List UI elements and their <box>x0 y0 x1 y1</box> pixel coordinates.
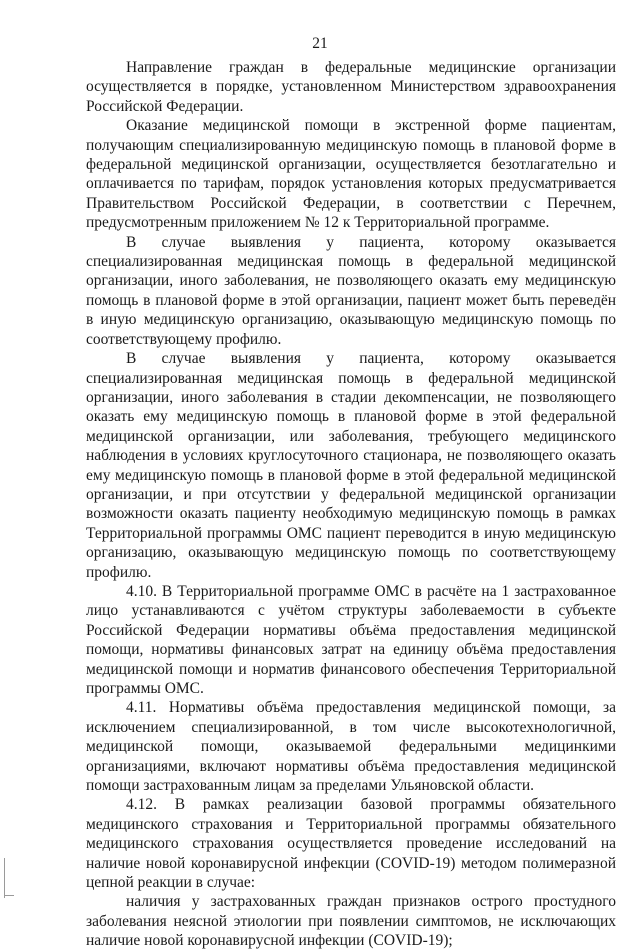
paragraph-section-4-11: 4.11. Нормативы объёма предоставления медицинской помощи, за исключением специализированной, в том числе высокотехнологичной, медицинской помощи, оказываемой федеральными медицинкими организациями, включают нормативы объёма предоставления медицинской помощи застрахованным лицам за пределами Ульяновской области. <box>86 699 616 795</box>
paragraph-federal-referral: Направление граждан в федеральные медицинские организации осуществляется в порядке, установленном Министерством здравоохранения Российской Федерации. <box>86 59 616 115</box>
paragraph-section-4-10: 4.10. В Территориальной программе ОМС в расчёте на 1 застрахованное лицо устанавливаются с учётом структуры заболеваемости в субъекте Российской Федерации нормативы объёма предоставления медицинской помощи, нормативы финансовых затрат на единицу объёма предоставления медицинской помощи и норматив финансового обеспечения Территориальной программы ОМС. <box>86 582 616 697</box>
paragraph-section-4-12: 4.12. В рамках реализации базовой программы обязательного медицинского страхования и Территориальной программы обязательного медицинского страхования осуществляется проведение исследований на наличие новой коронавирусной инфекции (COVID-19) методом полимеразной цепной реакции в случае: <box>86 796 616 892</box>
paragraph-covid-symptoms: наличия у застрахованных граждан признаков острого простудного заболевания неясной этиологии при появлении симптомов, не исключающих наличие новой коронавирусной инфекции (COVID-19); <box>86 893 616 950</box>
paragraph-other-disease-transfer: В случае выявления у пациента, которому оказывается специализированная медицинская помощь в федеральной медицинской организации, иного заболевания, не позволяющего оказать ему медицинскую помощь в плановой форме в этой организации, пациент может быть переведён в иную медицинскую организацию, оказывающую медицинскую помощь по соответствующему профилю. <box>86 233 616 348</box>
scan-margin-corner <box>4 895 14 896</box>
document-body <box>86 58 616 951</box>
page-number: 21 <box>312 35 328 52</box>
scan-margin-line <box>4 858 5 898</box>
paragraph-decompensation-transfer: В случае выявления у пациента, которому оказывается специализированная медицинская помощь в федеральной медицинской организации, иного заболевания в стадии декомпенсации, не позволяющего оказать ему медицинскую помощь в плановой форме в этой федеральной медицинской организации, или заболевания, требующего медицинского наблюдения в условиях круглосуточного стационара, не позволяющего оказать ему медицинскую помощь в плановой форме в этой федеральной медицинской организации, и при отсутствии у федеральной медицинской организации возможности оказать пациенту необходимую медицинскую помощь в рамках Территориальной программы ОМС пациент переводится в иную медицинскую организацию, оказывающую медицинскую помощь по соответствующему профилю. <box>86 350 616 581</box>
paragraph-emergency-care: Оказание медицинской помощи в экстренной форме пациентам, получающим специализированную медицинскую помощь в плановой форме в федеральной медицинской организации, осуществляется безотлагательно и оплачивается по тарифам, порядок установления которых предусматривается Правительством Российской Федерации, в соответствии с Перечнем, предусмотренным приложением № 12 к Территориальной программе. <box>86 117 616 232</box>
